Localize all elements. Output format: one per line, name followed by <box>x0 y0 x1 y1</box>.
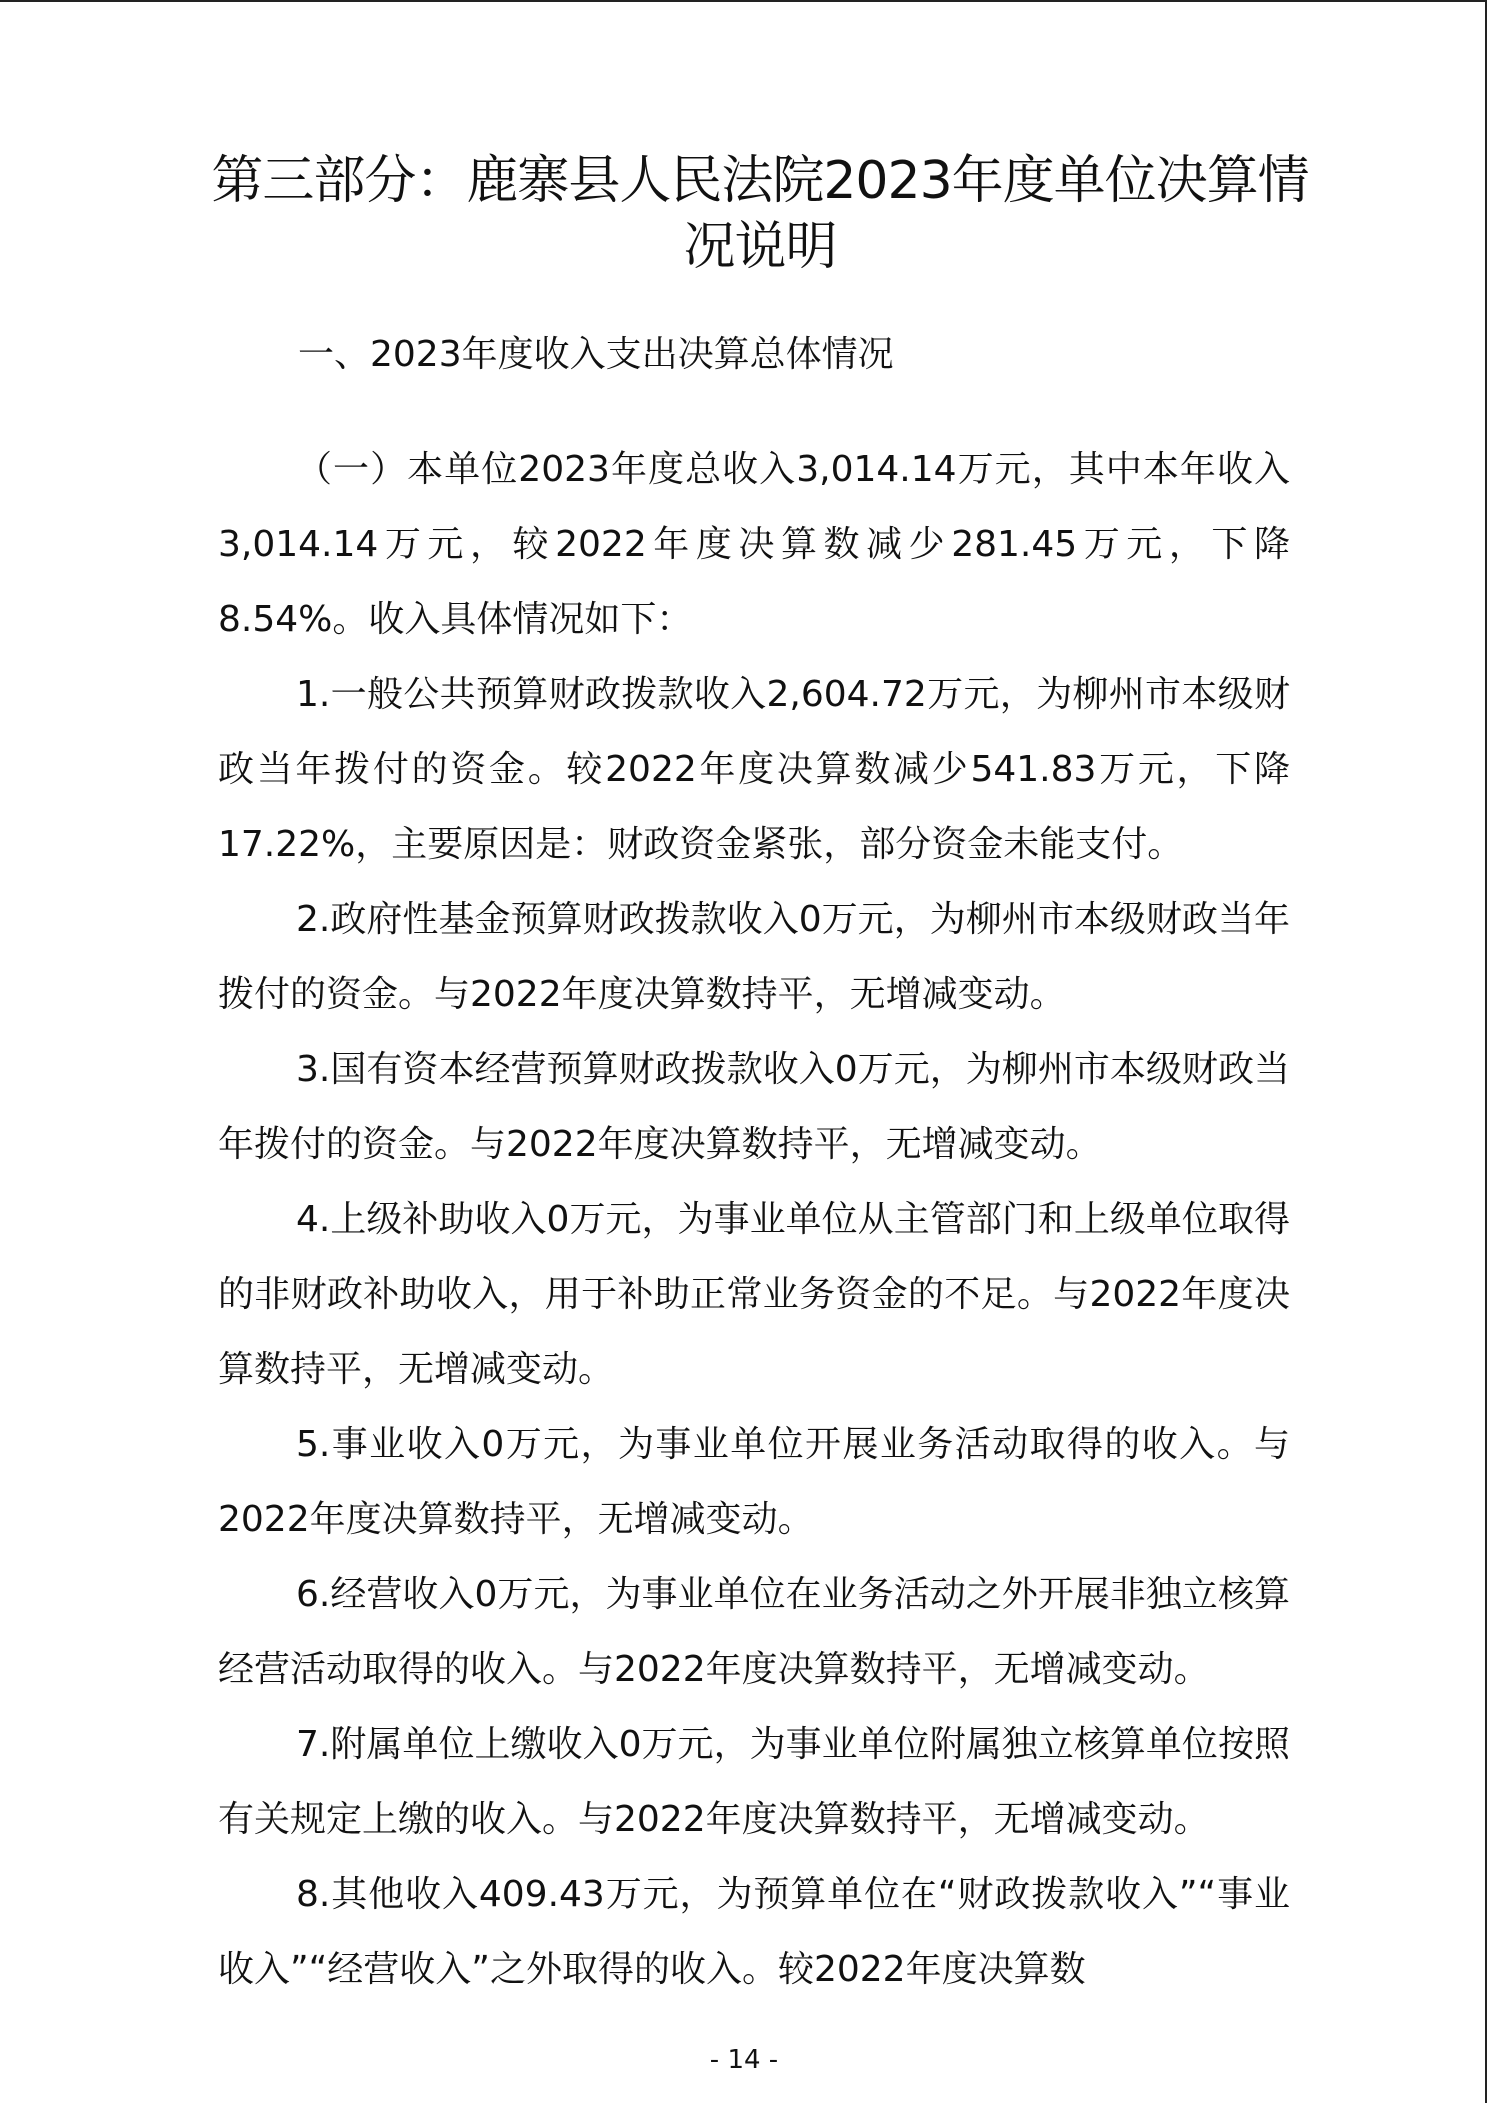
paragraph-other-income: 8.其他收入409.43万元，为预算单位在“财政拨款收入”“事业收入”“经营收入”之外取得的收入。较2022年度决算数 <box>218 1874 1290 1990</box>
document-body <box>218 432 1290 2007</box>
paragraph-superior-subsidy: 4.上级补助收入0万元，为事业单位从主管部门和上级单位取得的非财政补助收入，用于补助正常业务资金的不足。与2022年度决算数持平，无增减变动。 <box>218 1199 1290 1390</box>
section-heading: 一、2023年度收入支出决算总体情况 <box>298 334 894 375</box>
paragraph-affiliated-income: 7.附属单位上缴收入0万元，为事业单位附属独立核算单位按照有关规定上缴的收入。与2022年度决算数持平，无增减变动。 <box>218 1724 1290 1840</box>
paragraph-total-income: （一）本单位2023年度总收入3,014.14万元，其中本年收入3,014.14万元，较2022年度决算数减少281.45万元，下降8.54%。收入具体情况如下： <box>218 449 1290 640</box>
paragraph-public-budget: 1.一般公共预算财政拨款收入2,604.72万元，为柳州市本级财政当年拨付的资金。较2022年度决算数减少541.83万元，下降17.22%，主要原因是：财政资金紧张，部分资金未能支付。 <box>218 674 1290 865</box>
paragraph-government-fund: 2.政府性基金预算财政拨款收入0万元，为柳州市本级财政当年拨付的资金。与2022年度决算数持平，无增减变动。 <box>218 899 1290 1015</box>
paragraph-state-capital: 3.国有资本经营预算财政拨款收入0万元，为柳州市本级财政当年拨付的资金。与2022年度决算数持平，无增减变动。 <box>218 1049 1290 1165</box>
paragraph-operating-income: 6.经营收入0万元，为事业单位在业务活动之外开展非独立核算经营活动取得的收入。与2022年度决算数持平，无增减变动。 <box>218 1574 1290 1690</box>
document-title: 第三部分：鹿寨县人民法院2023年度单位决算情况说明 <box>211 151 1309 277</box>
page-number: - 14 - <box>709 2045 779 2075</box>
paragraph-business-income: 5.事业收入0万元，为事业单位开展业务活动取得的收入。与2022年度决算数持平，无增减变动。 <box>218 1424 1290 1540</box>
